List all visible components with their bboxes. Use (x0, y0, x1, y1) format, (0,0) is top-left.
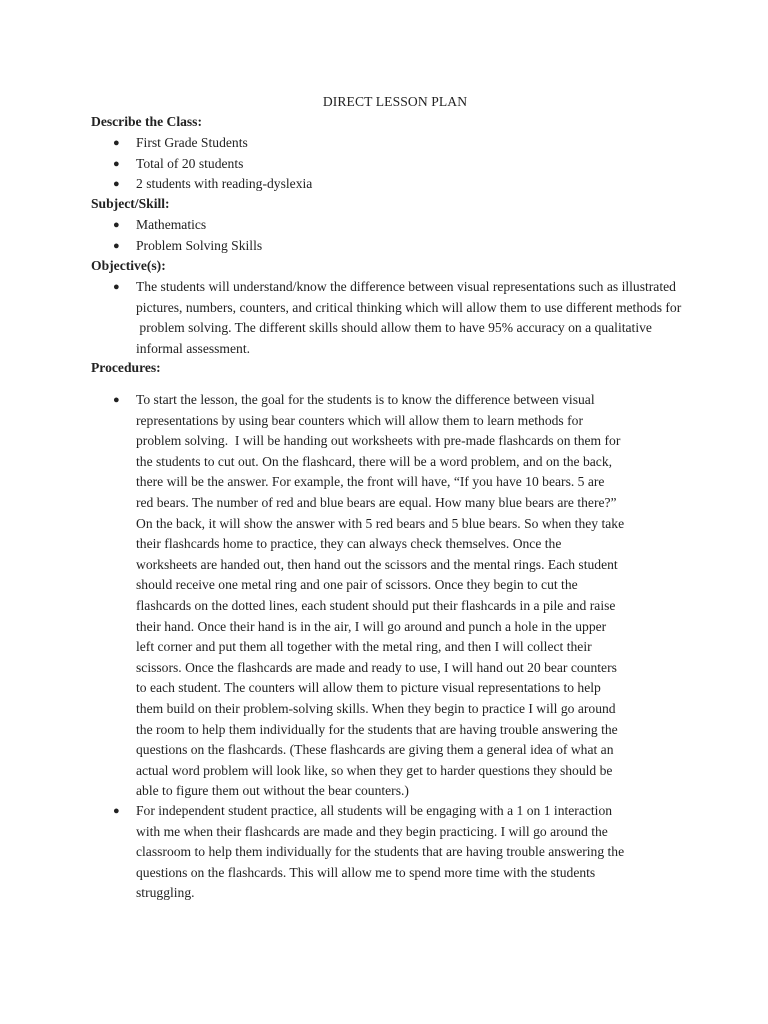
class-list (91, 133, 741, 195)
subject-heading: Subject/Skill: (91, 196, 170, 211)
list-item: ● 2 students with reading-dyslexia (91, 174, 741, 195)
bullet-icon: ● (113, 178, 120, 190)
list-item: ● Mathematics (91, 215, 741, 236)
procedures-heading: Procedures: (91, 360, 161, 375)
class-heading: Describe the Class: (91, 114, 202, 129)
objective-paragraph: ● The students will understand/know the difference between visual representations such as illustrated pictures, numbers, counters, and critical thinking which will allow them to use different methods for problem solving. The different skills should allow them to have 95% accuracy on a qualitative informal assessment. (113, 279, 682, 356)
list-item: ● First Grade Students (91, 133, 741, 154)
bullet-icon: ● (113, 239, 120, 252)
bullet-icon: ● (113, 219, 120, 231)
bullet-icon: ● (113, 137, 120, 149)
bullet-icon: ● (113, 805, 120, 817)
subject-list (91, 215, 741, 256)
objective-heading: Objective(s): (91, 258, 166, 273)
procedures-paragraph-2: ● For independent student practice, all students will be engaging with a 1 on 1 interaction with me when their flashcards are made and they begin practicing. I will go around the classroom to help them individually for the students that are having trouble answering the questions on the flashcards. This will allow me to spend more time with the students struggling. (113, 803, 625, 901)
document-title: DIRECT LESSON PLAN (322, 94, 468, 109)
bullet-icon: ● (113, 394, 120, 406)
procedures-paragraph-1: ● To start the lesson, the goal for the students is to know the difference between visual representations by using bear counters which will allow them to learn methods for problem solving. I will be handing out worksheets with pre-made flashcards on them for the students to cut out. On the flashcard, there will be a word problem, and on the back, there will be the answer. For example, the front will have, “If you have 10 bears. 5 are red bears. The number of red and blue bears are equal. How many blue bears are there?” On the back, it will show the answer with 5 red bears and 5 blue bears. So when they take their flashcards home to practice, they can always check themselves. Once the worksheets are handed out, then hand out the scissors and the mental rings. Each student should receive one metal ring and one pair of scissors. Once they begin to cut the flashcards on the dotted lines, each student should put their flashcards in a pile and raise their hand. Once their hand is in the air, I will go around and punch a hole in the upper left corner and put them all together with the metal ring, and then I will collect their scissors. Once the flashcards are made and ready to use, I will hand out 20 bear counters to each student. The counters will allow them to picture visual representations to help them build on their problem-solving skills. When they begin to practice I will go around the room to help them individually for the students that are having trouble answering the questions on the flashcards. (These flashcards are giving them a general idea of what an actual word problem will look like, so when they get to harder questions they should be able to figure them out without the bear counters.) (113, 392, 625, 799)
list-item: ● Problem Solving Skills (91, 236, 741, 257)
bullet-icon: ● (113, 157, 120, 170)
list-item: ● Total of 20 students (91, 154, 741, 175)
bullet-icon: ● (113, 281, 120, 293)
